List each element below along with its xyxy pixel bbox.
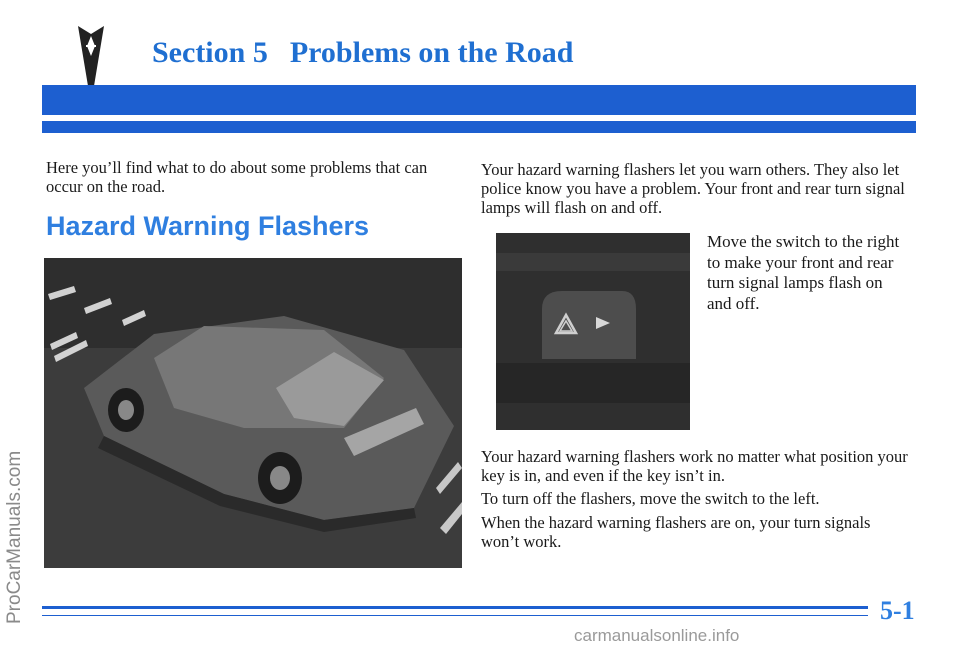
intro-paragraph: Here you’ll find what to do about some problems that can occur on the road. [46,158,428,196]
footer-rule-bottom [42,615,868,616]
section-label: Section 5 [152,36,268,69]
car-hazard-illustration [44,258,462,568]
right-paragraph-3: To turn off the flashers, move the switch to the left. [481,489,820,508]
section-title [152,36,573,70]
footer-watermark: carmanualsonline.info [574,626,740,645]
header-band-top [42,85,916,115]
footer-rule-top [42,606,868,609]
section-name: Problems on the Road [289,36,574,69]
right-paragraph-4: When the hazard warning flashers are on, your turn signals won’t work. [481,513,871,551]
side-watermark: ProCarManuals.com [4,450,25,624]
switch-caption: Move the switch to the right to make your front and rear turn signal lamps flash on and off. [707,232,900,313]
hazard-switch-photo [496,233,690,430]
header-band-bottom [42,121,916,133]
page-number: 5-1 [880,596,915,625]
section-heading: Hazard Warning Flashers [46,211,370,241]
right-paragraph-1: Your hazard warning flashers let you warn others. They also let police know you have a problem. Your front and rear turn signal lamps will flash on and off. [481,160,905,217]
right-paragraph-2: Your hazard warning flashers work no matter what position your key is in, and even if the key isn’t in. [481,447,908,485]
